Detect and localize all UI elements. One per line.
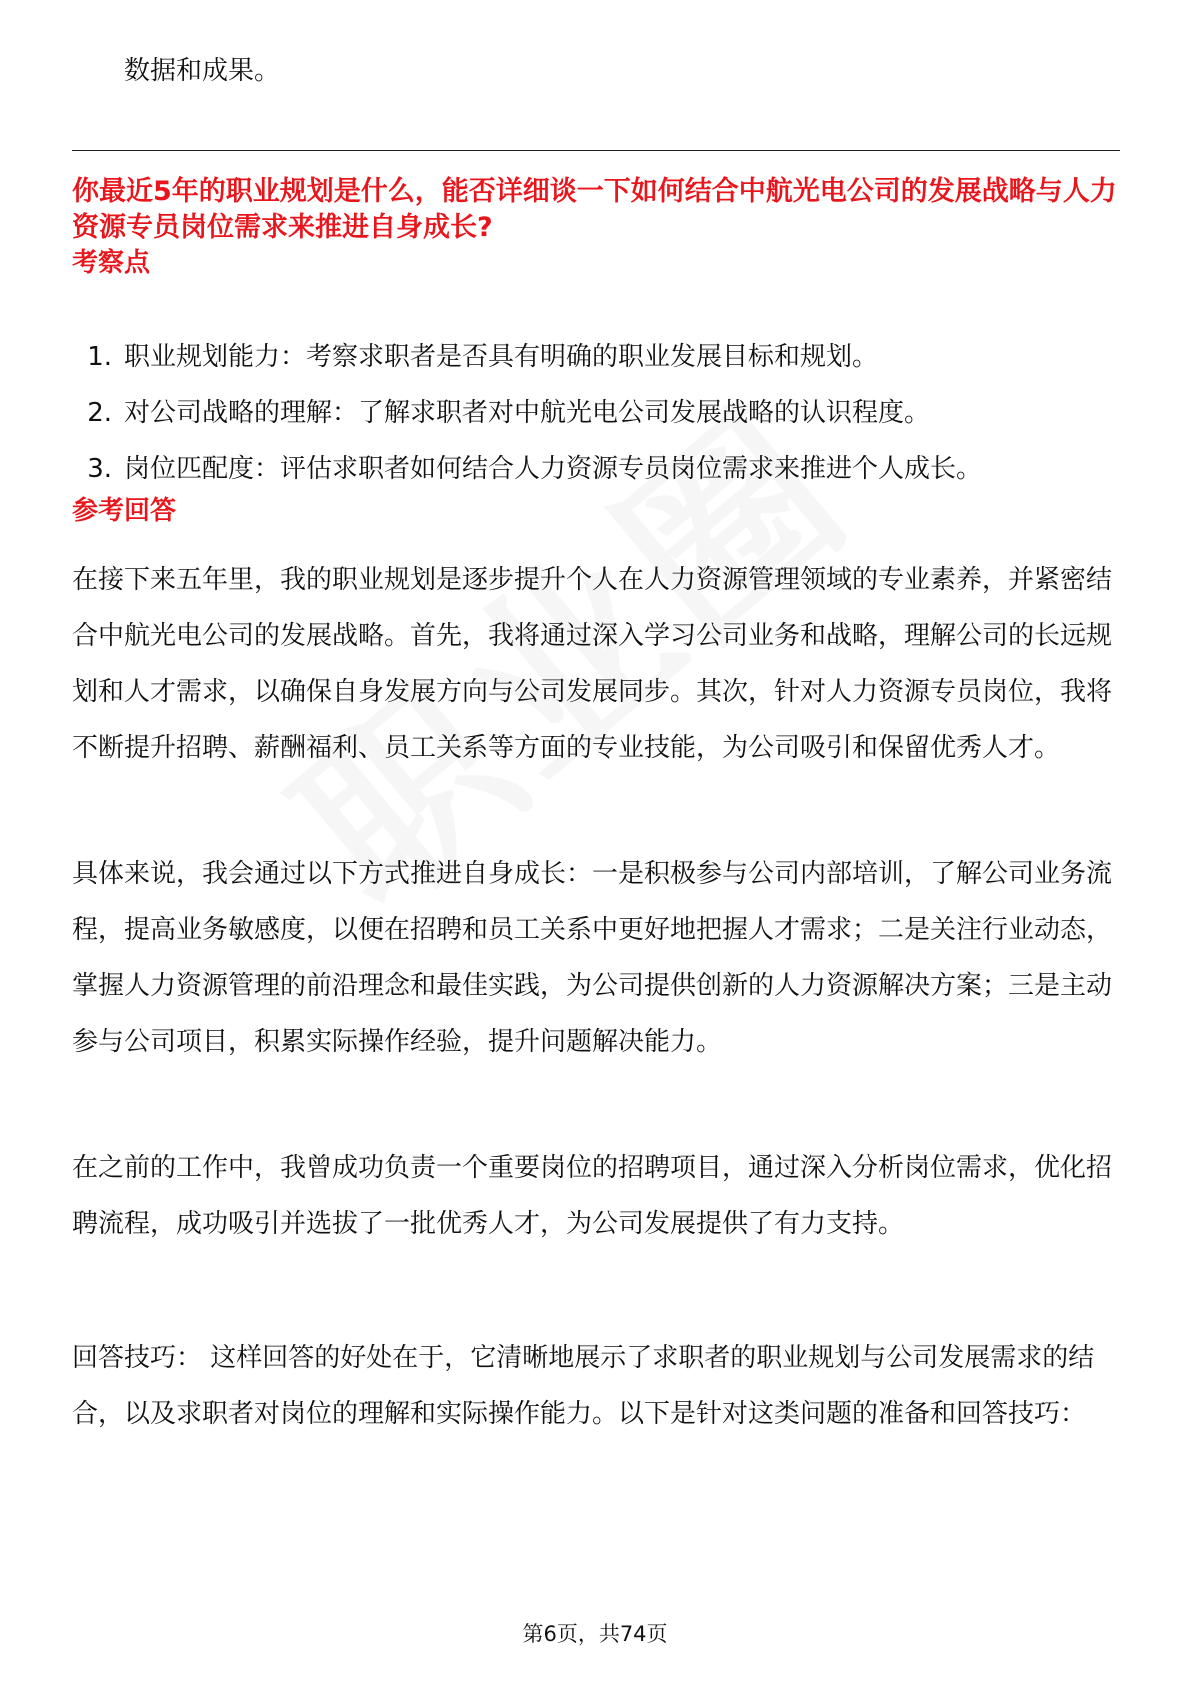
answer-paragraph: 在之前的工作中，我曾成功负责一个重要岗位的招聘项目，通过深入分析岗位需求，优化招聘流程，成功吸引并选拔了一批优秀人才，为公司发展提供了有力支持。 — [72, 1153, 1113, 1239]
list-item — [72, 452, 1122, 508]
list-item-number: 1. — [87, 342, 112, 372]
list-item-text: 岗位匹配度：评估求职者如何结合人力资源专员岗位需求来推进个人成长。 — [124, 454, 983, 484]
section-divider — [72, 150, 1120, 151]
continued-text: 数据和成果。 — [124, 56, 281, 86]
list-item — [72, 340, 1122, 396]
key-points-title: 考察点 — [72, 248, 151, 278]
answer-paragraph: 在接下来五年里，我的职业规划是逐步提升个人在人力资源管理领域的专业素养，并紧密结合中航光电公司的发展战略。首先，我将通过深入学习公司业务和战略，理解公司的长远规划和人才需求，以确保自身发展方向与公司发展同步。其次，针对人力资源专员岗位，我将不断提升招聘、薪酬福利、员工关系等方面的专业技能，为公司吸引和保留优秀人才。 — [72, 565, 1113, 763]
list-item-number: 3. — [87, 454, 112, 484]
list-item-text: 职业规划能力：考察求职者是否具有明确的职业发展目标和规划。 — [124, 342, 879, 372]
answer-paragraph: 回答技巧： 这样回答的好处在于，它清晰地展示了求职者的职业规划与公司发展需求的结合，以及求职者对岗位的理解和实际操作能力。以下是针对这类问题的准备和回答技巧： — [72, 1343, 1095, 1429]
list-item — [72, 396, 1122, 452]
question-heading: 你最近5年的职业规划是什么，能否详细谈一下如何结合中航光电公司的发展战略与人力资源专员岗位需求来推进自身成长? — [72, 176, 1117, 243]
key-points-list — [72, 340, 1122, 508]
list-item-text: 对公司战略的理解：了解求职者对中航光电公司发展战略的认识程度。 — [124, 398, 931, 428]
page-number: 第6页，共74页 — [522, 1622, 668, 1646]
reference-answer-title: 参考回答 — [72, 496, 177, 526]
answer-paragraph: 具体来说，我会通过以下方式推进自身成长：一是积极参与公司内部培训，了解公司业务流程，提高业务敏感度，以便在招聘和员工关系中更好地把握人才需求；二是关注行业动态，掌握人力资源管理的前沿理念和最佳实践，为公司提供创新的人力资源解决方案；三是主动参与公司项目，积累实际操作经验，提升问题解决能力。 — [72, 859, 1113, 1057]
list-item-number: 2. — [87, 398, 112, 428]
